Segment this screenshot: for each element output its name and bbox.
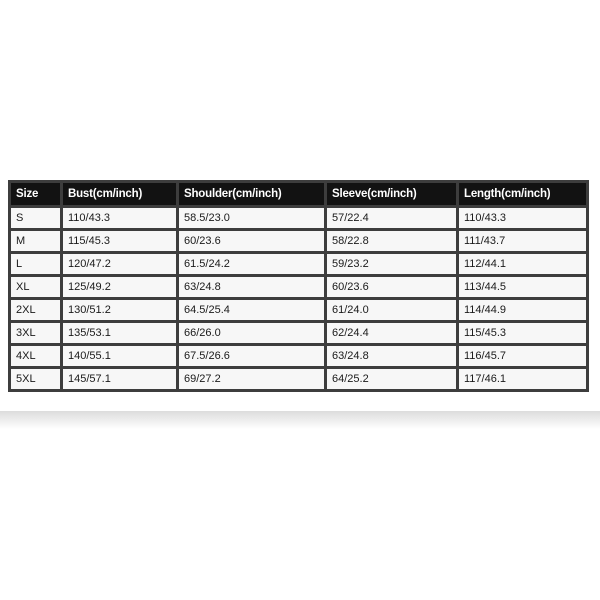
cell-bust: 110/43.3 — [62, 207, 178, 230]
cell-sleeve: 61/24.0 — [326, 299, 458, 322]
cell-sleeve: 63/24.8 — [326, 345, 458, 368]
cell-bust: 135/53.1 — [62, 322, 178, 345]
cell-bust: 145/57.1 — [62, 368, 178, 391]
table-row — [10, 299, 588, 322]
cell-shoulder: 64.5/25.4 — [178, 299, 326, 322]
cell-bust: 140/55.1 — [62, 345, 178, 368]
cell-shoulder: 69/27.2 — [178, 368, 326, 391]
cell-shoulder: 63/24.8 — [178, 276, 326, 299]
cell-sleeve: 58/22.8 — [326, 230, 458, 253]
size-chart-table — [8, 180, 589, 392]
cell-sleeve: 57/22.4 — [326, 207, 458, 230]
cell-length: 116/45.7 — [458, 345, 588, 368]
cell-size: 3XL — [10, 322, 62, 345]
cell-shoulder: 61.5/24.2 — [178, 253, 326, 276]
cell-size: S — [10, 207, 62, 230]
cell-sleeve: 64/25.2 — [326, 368, 458, 391]
cell-size: L — [10, 253, 62, 276]
cell-shoulder: 66/26.0 — [178, 322, 326, 345]
header-bust: Bust(cm/inch) — [62, 182, 178, 207]
cell-size: 2XL — [10, 299, 62, 322]
cell-length: 115/45.3 — [458, 322, 588, 345]
cell-size: XL — [10, 276, 62, 299]
cell-sleeve: 60/23.6 — [326, 276, 458, 299]
cell-shoulder: 60/23.6 — [178, 230, 326, 253]
cell-length: 117/46.1 — [458, 368, 588, 391]
bottom-shadow — [0, 411, 600, 429]
cell-bust: 120/47.2 — [62, 253, 178, 276]
cell-size: M — [10, 230, 62, 253]
header-sleeve: Sleeve(cm/inch) — [326, 182, 458, 207]
cell-length: 113/44.5 — [458, 276, 588, 299]
cell-shoulder: 67.5/26.6 — [178, 345, 326, 368]
cell-bust: 125/49.2 — [62, 276, 178, 299]
cell-sleeve: 62/24.4 — [326, 322, 458, 345]
cell-size: 5XL — [10, 368, 62, 391]
table-row — [10, 276, 588, 299]
table-row — [10, 322, 588, 345]
cell-length: 114/44.9 — [458, 299, 588, 322]
cell-sleeve: 59/23.2 — [326, 253, 458, 276]
header-length: Length(cm/inch) — [458, 182, 588, 207]
table-row — [10, 368, 588, 391]
cell-bust: 130/51.2 — [62, 299, 178, 322]
table-header-row — [10, 182, 588, 207]
header-size: Size — [10, 182, 62, 207]
table-row — [10, 345, 588, 368]
cell-length: 110/43.3 — [458, 207, 588, 230]
cell-shoulder: 58.5/23.0 — [178, 207, 326, 230]
cell-bust: 115/45.3 — [62, 230, 178, 253]
cell-length: 112/44.1 — [458, 253, 588, 276]
table-row — [10, 253, 588, 276]
header-shoulder: Shoulder(cm/inch) — [178, 182, 326, 207]
cell-size: 4XL — [10, 345, 62, 368]
table-row — [10, 230, 588, 253]
table-row — [10, 207, 588, 230]
cell-length: 111/43.7 — [458, 230, 588, 253]
